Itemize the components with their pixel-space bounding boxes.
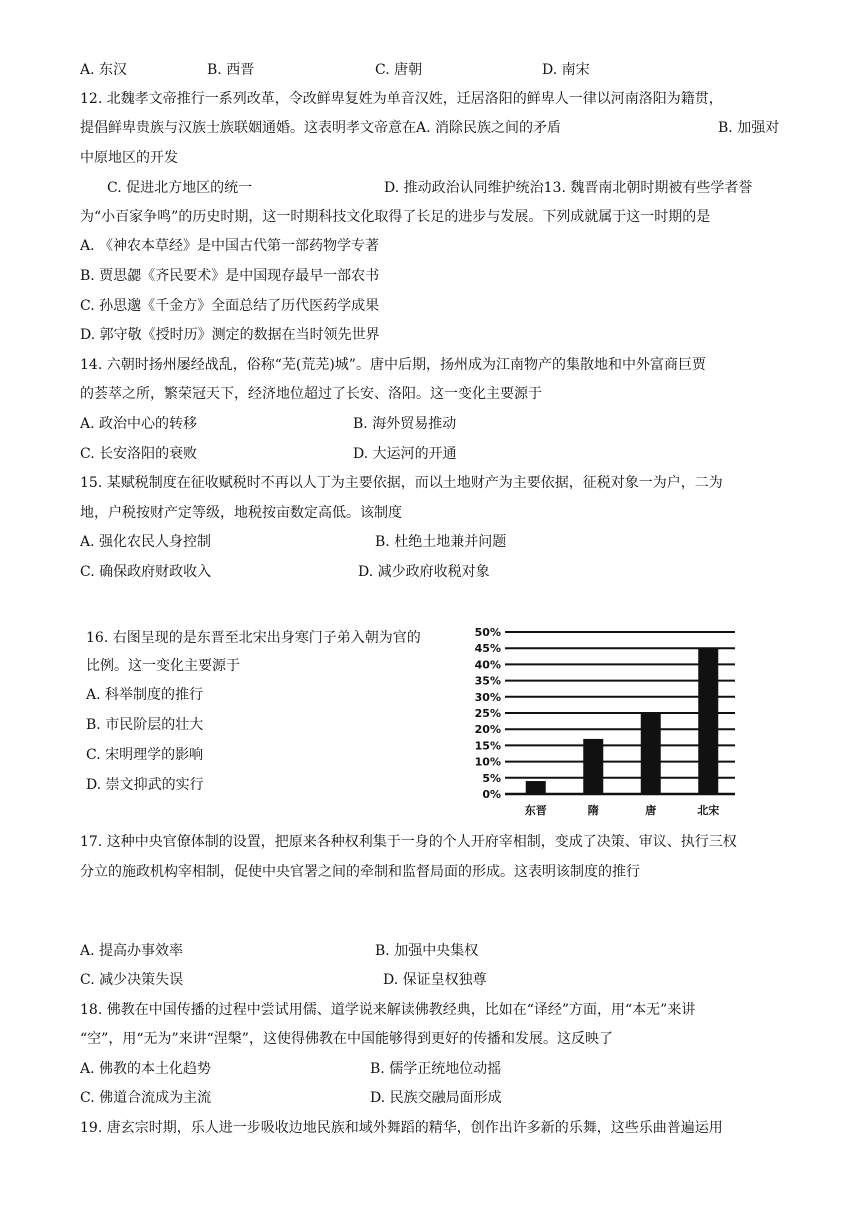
q18-option-c: C. 佛道合流成为主流 [80,1090,212,1106]
q12-option-d: D. 推动政治认同维护统治13. 魏晋南北朝时期被有些学者誉 [384,180,753,196]
x-tick-label: 东晋 [524,804,547,817]
q13-option-b: B. 贾思勰《齐民要术》是中国现存最早一部农书 [80,268,380,284]
proportion-bar-chart [463,622,743,822]
q11-option-c: C. 唐朝 [375,62,423,78]
q19-stem-line1: 19. 唐玄宗时期，乐人进一步吸收边地民族和域外舞蹈的精华，创作出许多新的乐舞，这些乐曲普遍运用 [80,1120,723,1136]
q11-option-d: D. 南宋 [542,62,590,78]
x-tick-label: 北宋 [697,804,720,817]
bar [698,648,718,794]
q13-stem: 为“小百家争鸣”的历史时期，这一时期科技文化取得了长足的进步与发展。下列成就属于这一时期的是 [80,209,711,225]
bar [583,739,603,794]
q15-stem-line2: 地，户税按财产定等级，地税按亩数定高低。该制度 [80,505,402,521]
bar [641,713,661,794]
y-tick-label: 0% [482,788,501,801]
q18-option-b: B. 儒学正统地位动摇 [370,1061,502,1077]
q15-stem-line1: 15. 某赋税制度在征收赋税时不再以人丁为主要依据，而以土地财产为主要依据，征税对象一为户，二为 [80,475,723,491]
q13-option-d: D. 郭守敬《授时历》测定的数据在当时领先世界 [80,327,380,343]
q14-option-b: B. 海外贸易推动 [353,416,457,432]
q14-option-d: D. 大运河的开通 [353,446,457,462]
q18-stem-line2: “空”，用“无为”来讲“涅槃”，这使得佛教在中国能够得到更好的传播和发展。这反映了 [80,1031,613,1047]
q15-option-b: B. 杜绝土地兼并问题 [375,534,507,550]
x-tick-label: 唐 [645,804,657,817]
q14-option-a: A. 政治中心的转移 [80,416,198,432]
q18-stem-line1: 18. 佛教在中国传播的过程中尝试用儒、道学说来解读佛教经典，比如在“译经”方面，用“本无”来讲 [80,1002,696,1018]
q12-option-b: B. 加强对 [718,120,780,136]
q17-option-c: C. 减少决策失误 [80,972,184,988]
q18-option-a: A. 佛教的本土化趋势 [80,1061,212,1077]
q16-option-d: D. 崇文抑武的实行 [86,777,204,793]
q16-stem-line2: 比例。这一变化主要源于 [86,658,240,674]
q17-option-a: A. 提高办事效率 [80,943,184,959]
y-tick-label: 35% [474,674,501,688]
bar [526,781,546,794]
y-tick-label: 25% [474,707,501,720]
y-tick-label: 50% [474,626,501,639]
y-tick-label: 5% [482,771,501,785]
y-tick-label: 30% [474,690,501,704]
y-tick-label: 45% [474,642,501,656]
y-tick-label: 40% [474,658,501,672]
q16-stem-line1: 16. 右图呈现的是东晋至北宋出身寒门子弟入朝为官的 [86,630,421,646]
q12-stem-line3: 中原地区的开发 [80,150,178,166]
y-tick-label: 20% [474,723,501,737]
q13-option-a: A. 《神农本草经》是中国古代第一部药物学专著 [80,238,380,254]
q17-stem-line2: 分立的施政机构宰相制，促使中央官署之间的牵制和监督局面的形成。这表明该制度的推行 [80,864,640,880]
y-tick-label: 15% [474,739,501,753]
y-tick-label: 10% [474,755,501,769]
q16-option-a: A. 科举制度的推行 [86,687,204,703]
q12-stem-line1: 12. 北魏孝文帝推行一系列改革，令改鲜卑复姓为单音汉姓，迁居洛阳的鲜卑人一律以河南洛阳为籍贯， [80,91,723,107]
q12-option-c: C. 促进北方地区的统一 [107,180,253,196]
q11-option-a: A. 东汉 [80,62,128,78]
q14-stem-line2: 的荟萃之所，繁荣冠天下，经济地位超过了长安、洛阳。这一变化主要源于 [80,386,542,402]
q15-option-a: A. 强化农民人身控制 [80,534,212,550]
q14-stem-line1: 14. 六朝时扬州屡经战乱，俗称“芜(荒芜)城”。唐中后期，扬州成为江南物产的集散地和中外富商巨贾 [80,357,706,373]
q17-option-d: D. 保证皇权独尊 [383,972,487,988]
q18-option-d: D. 民族交融局面形成 [370,1090,502,1106]
q13-option-c: C. 孙思邈《千金方》全面总结了历代医药学成果 [80,298,380,314]
q15-option-d: D. 减少政府收税对象 [358,564,490,580]
q11-option-b: B. 西晋 [207,62,255,78]
q16-option-b: B. 市民阶层的壮大 [86,717,204,733]
q17-stem-line1: 17. 这种中央官僚体制的设置，把原来各种权利集于一身的个人开府宰相制，变成了决策、审议、执行三权 [80,834,737,850]
q16-option-c: C. 宋明理学的影响 [86,747,204,763]
q17-option-b: B. 加强中央集权 [375,943,479,959]
q15-option-c: C. 确保政府财政收入 [80,564,212,580]
q12-stem-line2: 提倡鲜卑贵族与汉族士族联姻通婚。这表明孝文帝意在A. 消除民族之间的矛盾 [80,120,562,136]
q14-option-c: C. 长安洛阳的衰败 [80,446,198,462]
x-tick-label: 隋 [587,804,599,817]
